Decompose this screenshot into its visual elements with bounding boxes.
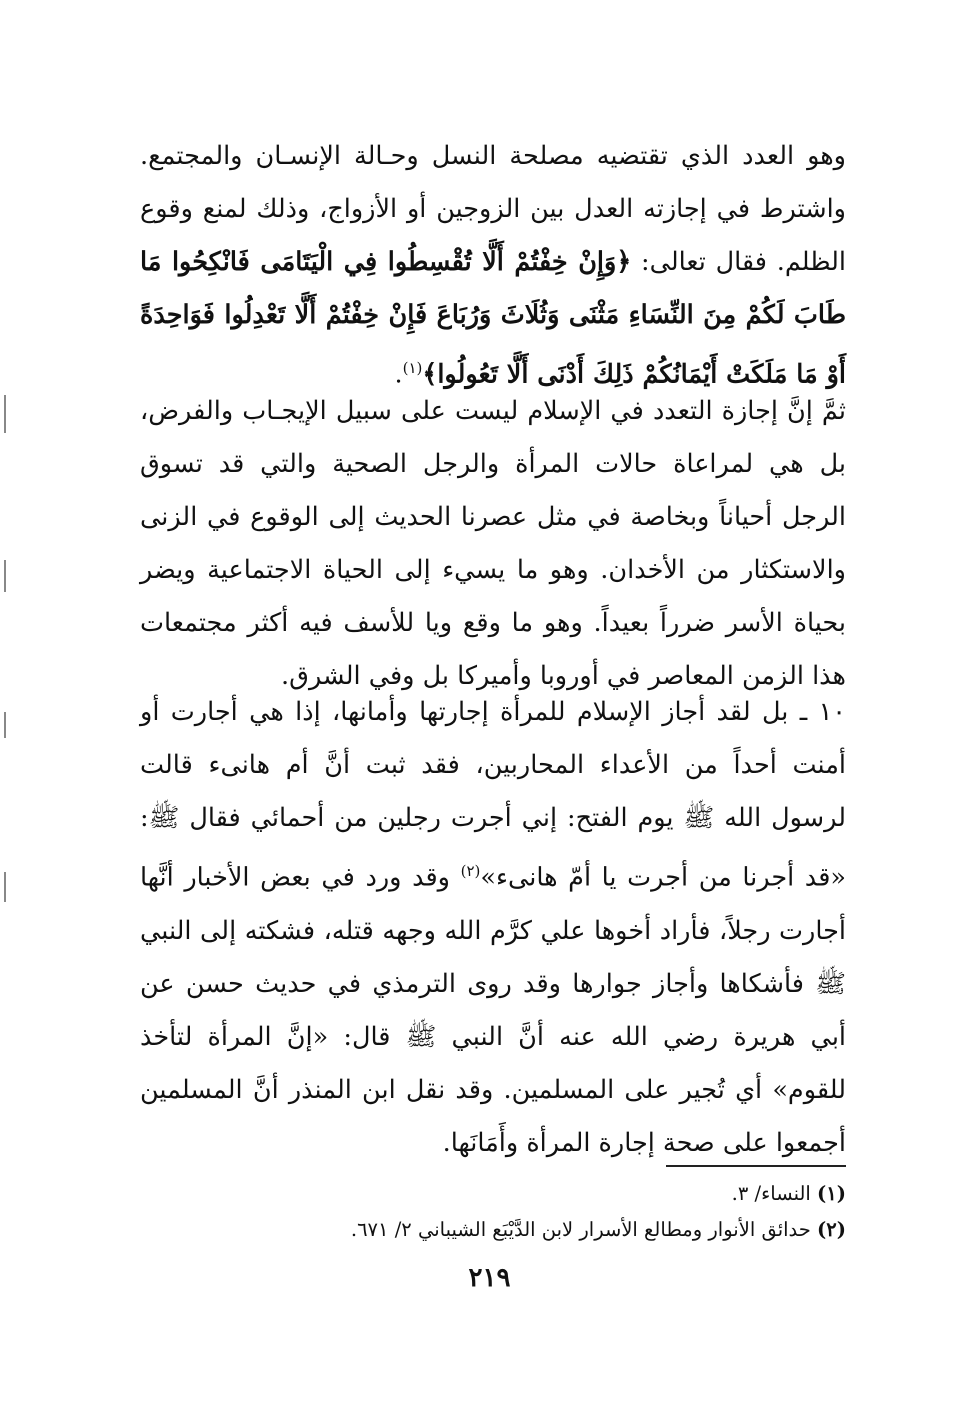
footnote-number: (١) bbox=[817, 1182, 846, 1205]
paragraph-text: وهو العدد الذي تقتضيه مصلحة النسل وحـالة الإنسـان والمجتمع. واشترط في إجازته العدل بين الزوجين أو الأزواج، وذلك لمنع وقوع الظلم. فقال تعالى: bbox=[140, 141, 846, 277]
scan-margin-mark bbox=[4, 712, 6, 738]
scan-margin-mark bbox=[4, 395, 6, 433]
paragraph-woman-protection bbox=[140, 686, 846, 1170]
footnote-text: حدائق الأنوار ومطالع الأسرار لابن الدَّيْبَع الشيباني ٢/ ٦٧١. bbox=[350, 1218, 818, 1241]
footnote-separator bbox=[666, 1165, 846, 1167]
footnote-item bbox=[300, 1176, 846, 1212]
footnote-ref: (١) bbox=[402, 359, 423, 377]
paragraph-text: ثمَّ إنَّ إجازة التعدد في الإسلام ليست على سبيل الإيجـاب والفرض، بل هي لمراعاة حالات المرأة والرجل الصحية والتي قد تسوق الرجل أحياناً وبخاصة في مثل عصرنا الحديث إلى الوقوع في الزنى والاستكثار من الأخدان. وهو ما يسيء إلى الحياة الاجتماعية ويضر بحياة الأسر ضرراً بعيداً. وهو ما وقع ويا للأسف فيه أكثر مجتمعات هذا الزمن المعاصر في أوروبا وأميركا بل وفي الشرق. bbox=[140, 396, 846, 691]
paragraph-end: . bbox=[394, 359, 403, 390]
footnote-text: النساء/ ٣. bbox=[731, 1182, 818, 1205]
quran-verse: ﴿وَإِنْ خِفْتُمْ أَلَّا تُقْسِطُوا فِي الْيَتَامَى فَانْكِحُوا مَا طَابَ لَكُمْ مِنَ النِّسَاءِ مَثْنَى وَثُلَاثَ وَرُبَاعَ فَإِنْ خِفْتُمْ أَلَّا تَعْدِلُوا فَوَاحِدَةً أَوْ مَا مَلَكَتْ أَيْمَانُكُمْ ذَلِكَ أَدْنَى أَلَّا تَعُولُوا﴾ bbox=[140, 247, 846, 390]
scan-margin-mark bbox=[4, 872, 6, 902]
paragraph-text: ١٠ ـ بل لقد أجاز الإسلام للمرأة إجارتها وأمانها، إذا هي أجارت أو أمنت أحداً من الأعداء المحاربين، فقد ثبت أنَّ أم هانىء قالت لرسول الله ﷺ يوم الفتح: إني أجرت رجلين من أحمائي فقال ﷺ: «قد أجرنا من أجرت يا أمّ هانىء» bbox=[140, 697, 846, 893]
footnote-number: (٢) bbox=[817, 1218, 846, 1241]
footnotes bbox=[300, 1176, 846, 1248]
footnote-item bbox=[300, 1212, 846, 1248]
paragraph-polygamy-permission bbox=[140, 385, 846, 703]
page-number: ٢١٩ bbox=[468, 1263, 511, 1293]
paragraph-polygamy-justice bbox=[140, 130, 846, 402]
scan-margin-mark bbox=[4, 560, 6, 592]
footnote-ref: (٢) bbox=[460, 862, 481, 880]
paragraph-text-continued: وقد ورد في بعض الأخبار أنَّها أجارت رجلاً، فأراد أخوها علي كرَّم الله وجهه قتله، فشكته إلى النبي ﷺ فأشكاها وأجاز جوارها وقد روى الترمذي في حديث حسن عن أبي هريرة رضي الله عنه أنَّ النبي ﷺ قال: «إنَّ المرأة لتأخذ للقوم» أي تُجير على المسلمين. وقد نقل ابن المنذر أنَّ المسلمين أجمعوا على صحة إجارة المرأة وأَمَانَها. bbox=[140, 862, 846, 1158]
